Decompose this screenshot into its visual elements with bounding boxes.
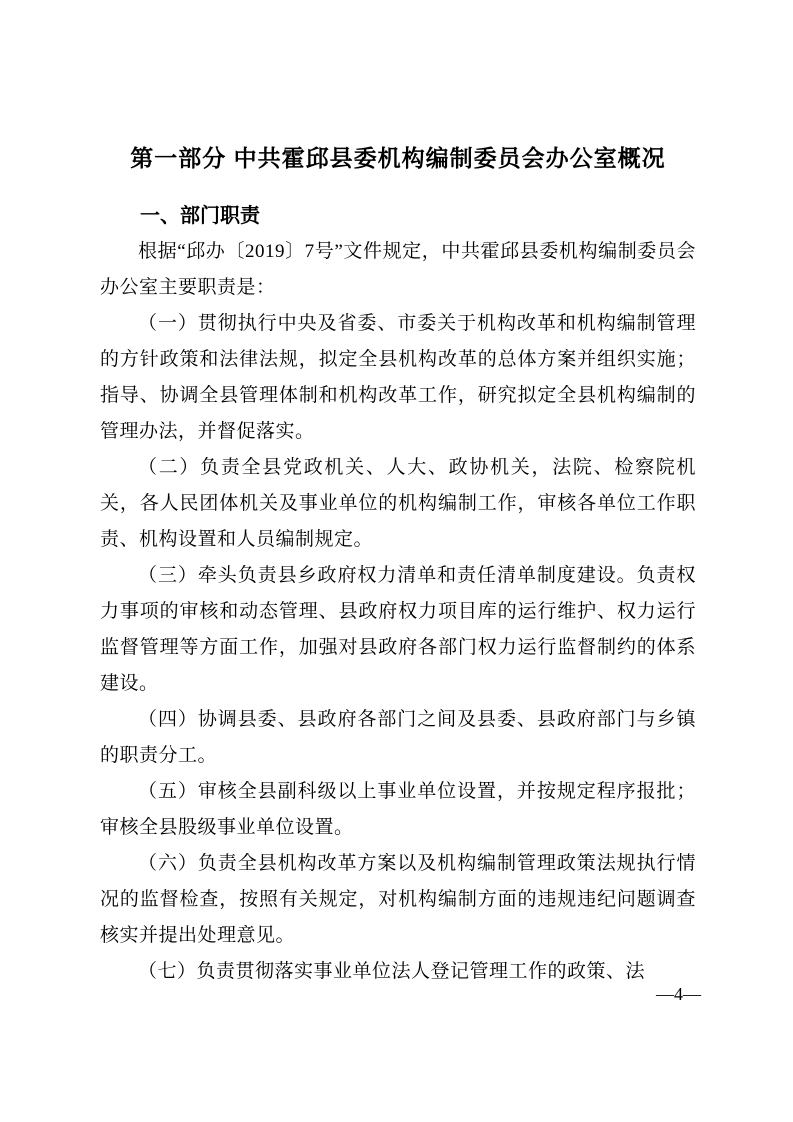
section-heading: 一、部门职责 — [140, 205, 260, 227]
paragraph-item-1: （一）贯彻执行中央及省委、市委关于机构改革和机构编制管理的方针政策和法律法规，拟定全县机构改革的总体方案并组织实施；指导、协调全县管理体制和机构改革工作，研究拟定全县机构编制的管理办法，并督促落实。 — [100, 313, 696, 442]
document-title: 第一部分 中共霍邱县委机构编制委员会办公室概况 — [130, 145, 666, 171]
paragraph-item-2: （二）负责全县党政机关、人大、政协机关，法院、检察院机关，各人民团体机关及事业单位的机构编制工作，审核各单位工作职责、机构设置和人员编制规定。 — [100, 457, 696, 550]
paragraph-item-6: （六）负责全县机构改革方案以及机构编制管理政策法规执行情况的监督检查，按照有关规定，对机构编制方面的违规违纪问题调查核实并提出处理意见。 — [100, 853, 696, 946]
paragraph-item-4: （四）协调县委、县政府各部门之间及县委、县政府部门与乡镇的职责分工。 — [100, 709, 696, 766]
page-number: —4— — [656, 984, 701, 1004]
paragraph-item-7: （七）负责贯彻落实事业单位法人登记管理工作的政策、法 — [138, 961, 646, 982]
paragraph-item-3: （三）牵头负责县乡政府权力清单和责任清单制度建设。负责权力事项的审核和动态管理、县政府权力项目库的运行维护、权力运行监督管理等方面工作，加强对县政府各部门权力运行监督制约的体系建设。 — [100, 565, 696, 694]
paragraph-intro: 根据“邱办〔2019〕7号”文件规定，中共霍邱县委机构编制委员会办公室主要职责是： — [100, 241, 696, 298]
paragraph-item-5: （五）审核全县副科级以上事业单位设置，并按规定程序报批；审核全县股级事业单位设置。 — [100, 781, 696, 838]
